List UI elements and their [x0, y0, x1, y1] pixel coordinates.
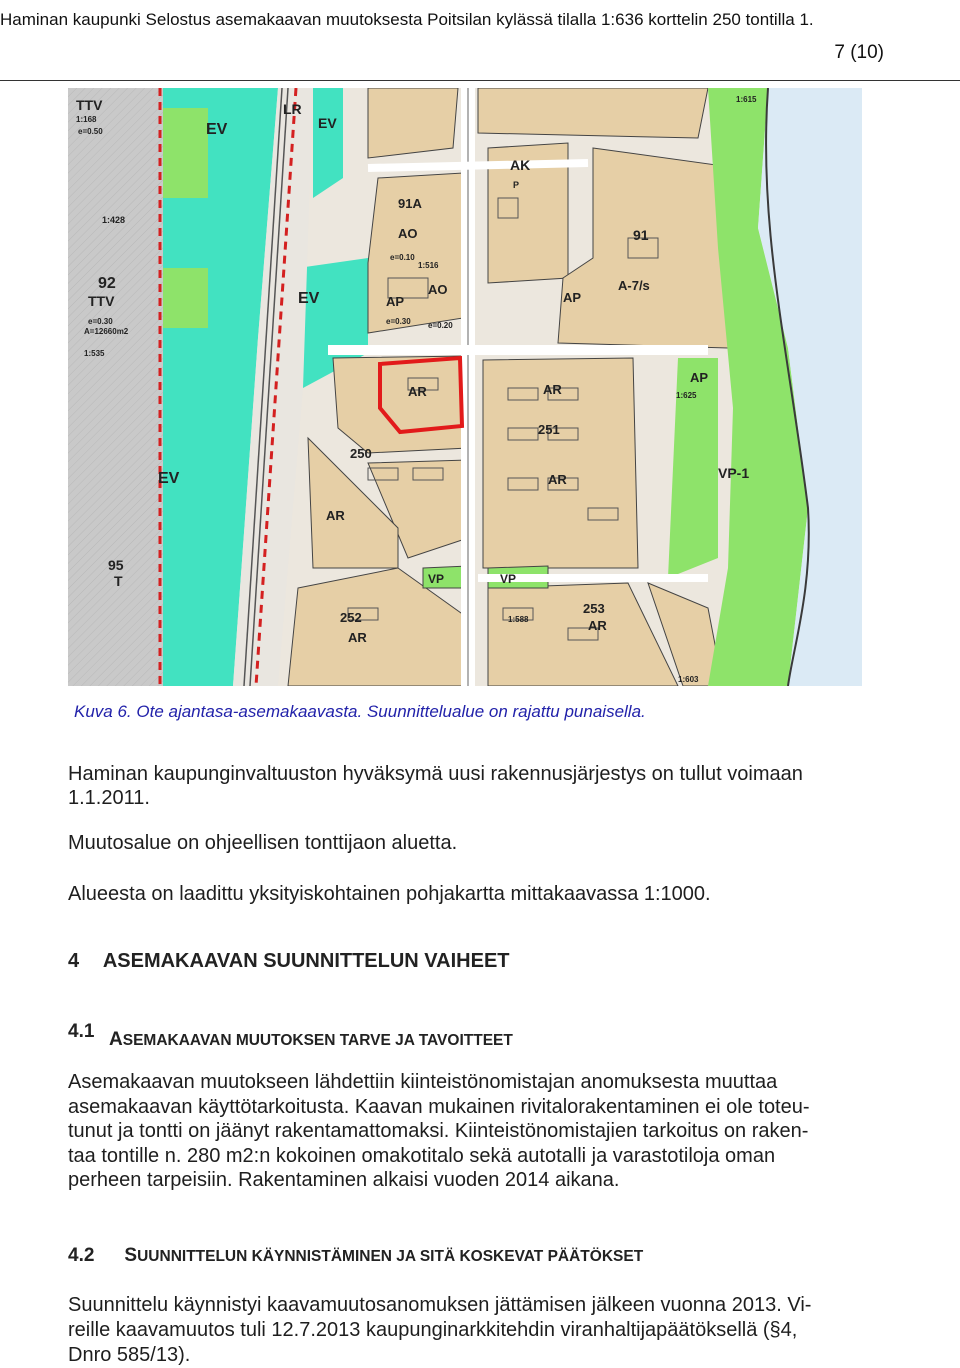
svg-text:253: 253 — [583, 601, 605, 616]
section-4-2-body — [68, 1293, 898, 1368]
header-divider — [0, 80, 960, 81]
title-rest: UUNNITTELUN KÄYNNISTÄMINEN JA SITÄ KOSKEVAT PÄÄTÖKSET — [137, 1248, 644, 1265]
section-4-1-body — [68, 1070, 898, 1193]
svg-text:EV: EV — [158, 470, 180, 487]
block — [368, 88, 458, 158]
svg-text:VP: VP — [500, 572, 517, 586]
paragraph-line: perheen tarpeisiin. Rakentaminen alkaisi vuoden 2014 aikana. — [68, 1169, 620, 1191]
svg-text:e=0.50: e=0.50 — [78, 127, 103, 136]
block — [478, 88, 708, 138]
svg-text:A=12660m2: A=12660m2 — [84, 327, 129, 336]
svg-text:AP: AP — [386, 294, 405, 309]
green-patch — [163, 108, 208, 198]
svg-text:A-7/s: A-7/s — [618, 278, 650, 293]
svg-text:EV: EV — [206, 121, 228, 138]
svg-text:AK: AK — [510, 157, 531, 173]
section-number: 4.1 — [68, 1021, 95, 1042]
svg-text:e=0.30: e=0.30 — [386, 317, 411, 326]
paragraph-line: reille kaavamuutos tuli 12.7.2013 kaupunginarkkitehdin viranhaltijapäätöksellä (§4, — [68, 1319, 798, 1341]
paragraph-line: Dnro 585/13). — [68, 1344, 191, 1366]
svg-text:AR: AR — [543, 382, 562, 397]
paragraph-line: 1.1.2011. — [68, 787, 150, 809]
svg-text:AR: AR — [408, 384, 427, 399]
zoning-map-drawing — [68, 88, 862, 686]
document-header-title: Haminan kaupunki Selostus asemakaavan muutoksesta Poitsilan kylässä tilalla 1:636 korttelin 250 tontilla 1. — [0, 10, 814, 29]
svg-text:EV: EV — [318, 115, 337, 131]
svg-text:91A: 91A — [398, 196, 422, 211]
svg-text:AR: AR — [548, 472, 567, 487]
svg-text:1:516: 1:516 — [418, 261, 439, 270]
page-number: 7 (10) — [834, 42, 884, 63]
section-4-heading — [68, 950, 510, 973]
block-250 — [333, 356, 468, 453]
svg-text:1:168: 1:168 — [76, 115, 97, 124]
section-number: 4 — [68, 950, 80, 972]
section-4-1-title-text — [109, 1023, 513, 1051]
svg-text:e=0.10: e=0.10 — [390, 253, 415, 262]
svg-text:91: 91 — [633, 227, 649, 243]
svg-text:TTV: TTV — [88, 293, 115, 309]
svg-text:1:615: 1:615 — [736, 95, 757, 104]
svg-text:AR: AR — [326, 508, 345, 523]
paragraph-plot-division: Muutosalue on ohjeellisen tonttijaon aluetta. — [68, 832, 458, 854]
paragraph-building-ordinance — [68, 762, 898, 810]
paragraph-line: taa tontille n. 280 m2:n kokoinen omakotitalo sekä autotalli ja varastotiloja oman — [68, 1144, 776, 1167]
svg-text:AR: AR — [348, 630, 367, 645]
svg-text:AP: AP — [563, 290, 582, 305]
svg-text:92: 92 — [98, 275, 116, 292]
svg-text:T: T — [114, 573, 123, 589]
map-label: TTV — [76, 97, 103, 113]
svg-text:AR: AR — [588, 618, 607, 633]
svg-text:251: 251 — [538, 422, 560, 437]
svg-text:VP: VP — [428, 572, 445, 586]
paragraph-line: Suunnittelu käynnistyi kaavamuutosanomuksen jättämisen jälkeen vuonna 2013. Vi- — [68, 1294, 812, 1316]
title-initial: A — [109, 1029, 123, 1050]
section-number: 4.2 — [68, 1245, 95, 1266]
figure-caption: Kuva 6. Ote ajantasa-asemakaavasta. Suunnittelualue on rajattu punaisella. — [74, 702, 646, 721]
green-patch — [163, 268, 208, 328]
road — [368, 163, 588, 168]
svg-text:1:428: 1:428 — [102, 215, 126, 225]
paragraph-line: tunut ja tontti on jäänyt rakentamattomaksi. Kiinteistönomistajien tarkoitus on raken- — [68, 1120, 809, 1142]
svg-text:AO: AO — [398, 226, 418, 241]
svg-text:P: P — [513, 180, 520, 190]
paragraph-line: asemakaavan käyttötarkoitusta. Kaavan mukainen rivitalorakentaminen ei ole toteu- — [68, 1095, 810, 1118]
svg-text:95: 95 — [108, 557, 124, 573]
zoning-plan-map — [68, 88, 862, 686]
svg-text:1:535: 1:535 — [84, 349, 105, 358]
paragraph-line: Haminan kaupunginvaltuuston hyväksymä uusi rakennusjärjestys on tullut voimaan — [68, 763, 803, 785]
section-title: ASEMAKAAVAN SUUNNITTELUN VAIHEET — [102, 950, 510, 972]
svg-text:AO: AO — [428, 282, 448, 297]
svg-text:1:603: 1:603 — [678, 675, 699, 684]
title-initial: S — [124, 1245, 138, 1266]
svg-text:VP-1: VP-1 — [718, 465, 750, 481]
svg-text:AP: AP — [690, 370, 709, 385]
svg-text:e=0.30: e=0.30 — [88, 317, 113, 326]
section-4-2-heading — [68, 1245, 643, 1267]
svg-text:250: 250 — [350, 446, 372, 461]
svg-text:e=0.20: e=0.20 — [428, 321, 453, 330]
svg-text:1:625: 1:625 — [676, 391, 697, 400]
svg-text:252: 252 — [340, 610, 362, 625]
paragraph-base-map: Alueesta on laadittu yksityiskohtainen pohjakartta mittakaavassa 1:1000. — [68, 883, 711, 905]
svg-text:EV: EV — [298, 290, 320, 307]
svg-text:1:588: 1:588 — [508, 615, 529, 624]
svg-text:LR: LR — [283, 101, 302, 117]
paragraph-line: Asemakaavan muutokseen lähdettiin kiinteistönomistajan anomuksesta muuttaa — [68, 1071, 778, 1093]
title-rest: SEMAKAAVAN MUUTOKSEN TARVE JA TAVOITTEET — [122, 1032, 513, 1049]
